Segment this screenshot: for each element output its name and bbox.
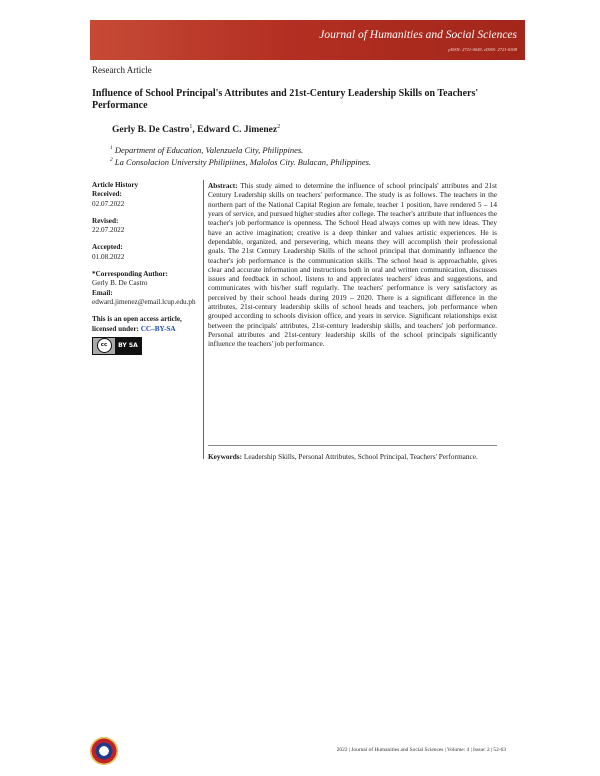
article-type: Research Article xyxy=(92,65,152,75)
email-label: Email: xyxy=(92,288,113,297)
open-access-text: This is an open access article, licensed under: xyxy=(92,315,182,333)
author-name: Gerly B. De Castro xyxy=(112,125,190,136)
author-sup: 2 xyxy=(277,124,281,130)
received-date: 02.07.2022 xyxy=(92,199,125,208)
revised-date: 22.07.2022 xyxy=(92,226,125,235)
open-access-note xyxy=(92,315,196,334)
keywords-label: Keywords: xyxy=(208,452,243,461)
journal-title: Journal of Humanities and Social Sciences xyxy=(319,29,517,41)
corresponding-name: Gerly B. De Castro xyxy=(92,279,148,288)
journal-issn: pISSN: 2721-0049, eISSN: 2721-0308 xyxy=(448,47,517,52)
abstract xyxy=(208,181,497,349)
author-list: Gerly B. De Castro$^1$, Edward C. Jimenez$^2$ xyxy=(112,124,281,136)
journal-banner xyxy=(90,20,525,60)
accepted-date: 01.08.2022 xyxy=(92,252,125,261)
column-divider xyxy=(203,180,204,459)
affiliation-sup: 2 xyxy=(110,157,113,164)
revised-label: Revised: xyxy=(92,216,119,225)
abstract-label: Abstract: xyxy=(208,181,238,190)
affiliation-text: La Consolacion University Philipiines, Malolos City. Bulacan, Philippines. xyxy=(114,157,372,167)
accepted-label: Accepted: xyxy=(92,243,123,252)
cc-icon: cc xyxy=(97,338,112,353)
history-heading: Article History xyxy=(92,181,139,189)
received-label: Received: xyxy=(92,190,122,199)
license-link[interactable]: CC–BY-SA xyxy=(140,324,176,333)
author-sup: 1 xyxy=(189,124,193,130)
by-sa-icon: BY SA xyxy=(118,342,138,350)
keywords-divider xyxy=(208,445,497,446)
affiliation xyxy=(110,157,371,167)
page-footer: 2022 | Journal of Humanities and Social Sciences | Volume: 4 | Issue: 2 | 52-63 xyxy=(336,747,506,753)
cc-license-badge[interactable] xyxy=(92,337,142,355)
article-info-sidebar xyxy=(92,181,196,355)
author-name: Edward C. Jimenez xyxy=(197,125,278,136)
corresponding-label: *Corresponding Author: xyxy=(92,270,168,279)
university-seal-icon xyxy=(90,737,118,765)
abstract-text: This study aimed to determine the influence of school principals' attributes and 21st Century Leadership skills on teachers' performance. The study is as follows. The teachers in the northern part of the National Capital Region are female, teacher 1 position, have rendered 5 – 14 years of service, and pursued higher studies after college. The teacher's attribute that influences the teacher's job performance is openness. The School Head always comes up with new ideas. They have an active imagination; creative is a deep thinker and values artistic experiences. He is dependable, organized, and persevering, which means they will accomplish their professional goals. The 21st Century Leadership Skills of the school principal that dominantly influence the teacher's job performance is the communication skills. The school head is approachable, gives clear and accurate information and instructions both in oral and written communication, discusses issues and feedback in school, listens to and appreciates teachers' ideas and suggestions, and communicates with his/her staff regularly. The teachers' performance is very satisfactory as perceived by their school heads during 2019 – 2020. There is a significant difference in the attributes, 21st-century leadership skills of school heads and teachers, job performance when grouped according to schools division office, and years in service. Significant relationships exist between the principals' attributes, 21st-century leadership skills, and teachers' job performance. Personal attributes and 21st-century leadership skills of the school principals significantly influence the teachers' job performance. xyxy=(208,181,497,349)
article-title: Influence of School Principal's Attributes and 21st-Century Leadership Skills on Teachers' Performance xyxy=(92,88,479,111)
affiliation-sup: 1 xyxy=(110,145,113,152)
keywords-text: Leadership Skills, Personal Attributes, School Principal, Teachers' Performance. xyxy=(243,452,478,461)
keywords xyxy=(208,452,497,461)
email-link[interactable]: edward.jimenez@email.lcup.edu.ph xyxy=(92,297,196,306)
affiliation xyxy=(110,145,303,155)
affiliation-text: Department of Education, Valenzuela City, Philippines. xyxy=(114,145,304,155)
